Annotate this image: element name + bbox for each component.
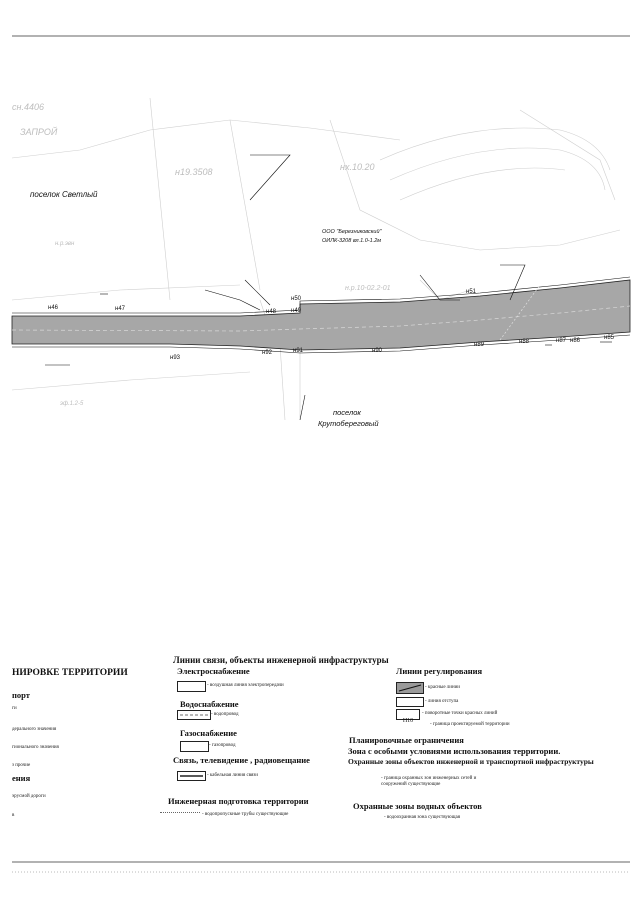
node-label-n47: н47 bbox=[115, 306, 125, 312]
legend-comm-item: - кабельная линия связи bbox=[207, 773, 258, 778]
node-label-n46: н46 bbox=[48, 305, 58, 311]
legend-electro-title: Электроснабжение bbox=[177, 666, 250, 676]
legend-gas-swatch bbox=[180, 741, 209, 752]
legend-plan-sub: Охранные зоны объектов инженерной и транспортной инфраструктуры bbox=[348, 757, 594, 766]
legend-reg-swatch3 bbox=[396, 709, 420, 724]
legend-electro-swatch bbox=[177, 681, 206, 692]
node-label-n89: н89 bbox=[474, 342, 484, 348]
legend-water-zone-item: - водоохранная зона существующая bbox=[384, 815, 460, 820]
legend-reg-box-label: Н10 bbox=[402, 718, 414, 724]
legend-left-item4: з прочие bbox=[12, 763, 31, 768]
legend-eng-swatch bbox=[160, 812, 200, 819]
legend-comm-title: Связь, телевидение , радиовещание bbox=[173, 755, 310, 765]
node-label-n86: н86 bbox=[570, 338, 580, 344]
legend-reg-swatch1 bbox=[396, 682, 424, 694]
node-label-n48: н48 bbox=[266, 309, 276, 315]
legend-left-item1: ги bbox=[12, 706, 17, 711]
legend-reg-swatch2 bbox=[396, 697, 424, 707]
node-label-n90: н90 bbox=[372, 348, 382, 354]
legend-gas-item: - газопровод bbox=[209, 743, 236, 748]
cable-line-icon bbox=[178, 772, 205, 780]
legend-main-title: Линии связи, объекты инженерной инфраструктуры bbox=[173, 655, 389, 665]
legend-electro-item: - воздушная линия электропередачи bbox=[207, 683, 284, 688]
faded-text-marks bbox=[12, 102, 391, 407]
node-label-n91: н91 bbox=[293, 348, 303, 354]
legend-plan-title2: Зона с особыми условиями использования территории. bbox=[348, 746, 561, 756]
svg-text:н.р.10-02.2-01: н.р.10-02.2-01 bbox=[345, 285, 391, 292]
svg-text:ЗАПРОЙ: ЗАПРОЙ bbox=[20, 127, 58, 137]
legend-left-item2: дерального значения bbox=[12, 727, 57, 732]
svg-text:эф.1.2-5: эф.1.2-5 bbox=[60, 401, 84, 407]
node-label-n49: н49 bbox=[291, 308, 301, 314]
legend-eng-title: Инженерная подготовка территории bbox=[168, 796, 309, 806]
svg-text:н.р.эвн: н.р.эвн bbox=[55, 241, 75, 247]
legend-reg-item2: - линия отступа bbox=[425, 699, 459, 704]
label-svetly: поселок Светлый bbox=[30, 190, 98, 199]
legend-plan-item: - граница охранных зон инженерных сетей и сооружений существующие bbox=[381, 776, 477, 787]
legend-water-swatch bbox=[177, 710, 211, 720]
leader-lines bbox=[45, 155, 525, 420]
legend-left-item6: в bbox=[12, 813, 15, 818]
legend-left-transport: порт bbox=[12, 690, 30, 700]
svg-text:нх.10.20: нх.10.20 bbox=[340, 162, 375, 172]
legend-water-item: - водопровод bbox=[211, 712, 239, 717]
label-krutoberegovy-1: поселок bbox=[333, 408, 361, 417]
node-label-n88: н88 bbox=[519, 339, 529, 345]
svg-text:сн.4406: сн.4406 bbox=[12, 102, 44, 112]
legend-left-item3: гионального значения bbox=[12, 745, 59, 750]
legend-reg-item4: - граница проектируемой территории bbox=[430, 722, 510, 727]
legend-plan-title1: Планировочные ограничения bbox=[349, 735, 464, 745]
node-label-n87: н87 bbox=[556, 338, 566, 344]
legend-comm-swatch bbox=[177, 771, 206, 781]
legend-reg-item1: - красные линии bbox=[425, 685, 460, 690]
legend-reg-title: Линии регулирования bbox=[396, 666, 483, 676]
faded-contours bbox=[12, 98, 620, 420]
red-line-icon bbox=[397, 683, 423, 693]
legend-left-title: НИРОВКЕ ТЕРРИТОРИИ bbox=[12, 668, 128, 678]
legend-left-heading2: ения bbox=[12, 773, 31, 783]
legend-water-zone-title: Охранные зоны водных объектов bbox=[353, 801, 482, 811]
legend-gas-title: Газоснабжение bbox=[180, 728, 237, 738]
node-label-n92: н92 bbox=[262, 350, 272, 356]
node-label-n93: н93 bbox=[170, 355, 180, 361]
label-org-line1: ООО "Березниковский" bbox=[322, 229, 382, 235]
node-label-n85: н85 bbox=[604, 335, 614, 341]
label-org-line2: ОИЛК-3208 вл.1.0-1.2м bbox=[322, 238, 382, 244]
legend-left-item5: эрусмой дороги bbox=[12, 794, 46, 799]
legend-reg-item3: - поворотные точки красных линий bbox=[422, 711, 498, 716]
legend-eng-item: - водопропускные трубы существующие bbox=[202, 812, 289, 817]
svg-text:н19.3508: н19.3508 bbox=[175, 167, 213, 177]
node-label-n51: н51 bbox=[466, 289, 476, 295]
legend-water-title: Водоснабжение bbox=[180, 699, 239, 709]
label-krutoberegovy-2: Крутобереговый bbox=[318, 419, 379, 428]
node-label-n50: н50 bbox=[291, 296, 301, 302]
water-line-icon bbox=[178, 711, 210, 719]
